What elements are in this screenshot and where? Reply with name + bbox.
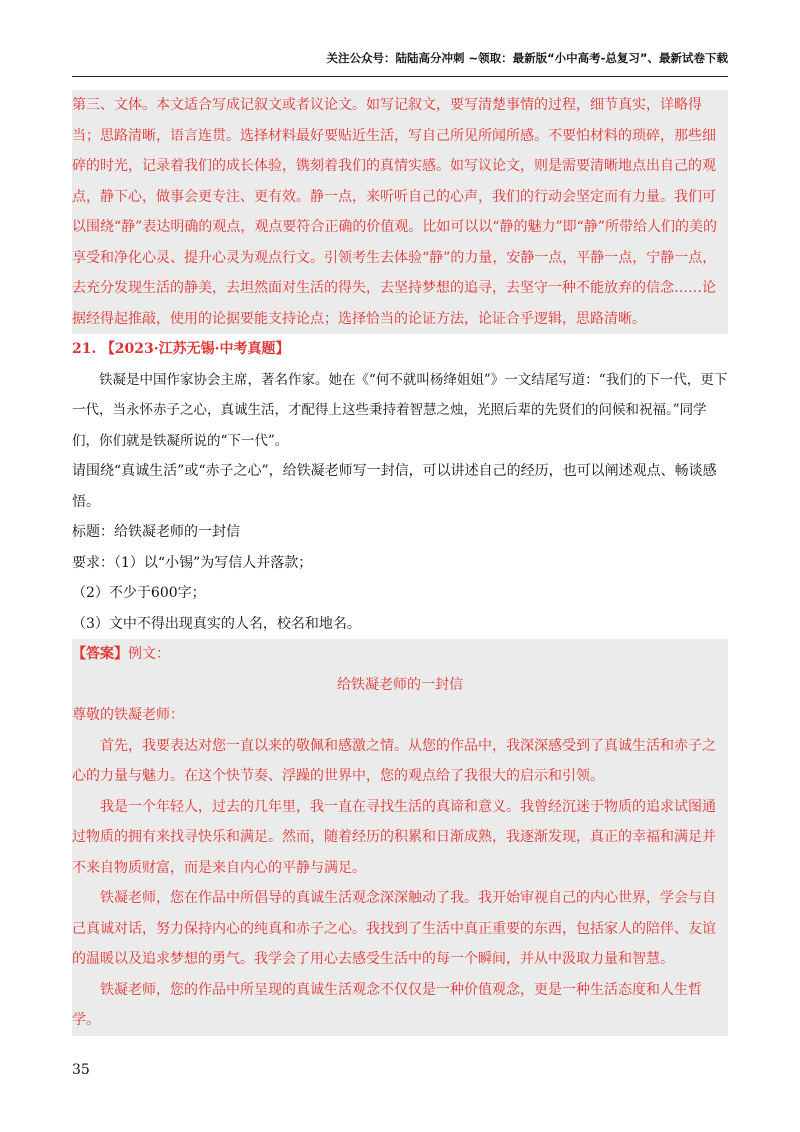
answer-label: 例文： (128, 646, 170, 662)
question-number: 21. (72, 341, 97, 357)
requirement-2: （2）不少于600字； (72, 585, 206, 601)
page-number: 35 (72, 1062, 90, 1078)
essay-paragraph: 我是一个年轻人，过去的几年里，我一直在寻找生活的真谛和意义。我曾经沉迷于物质的追求试图通过物质的拥有来找寻快乐和满足。然而，随着经历的积累和日渐成熟，我逐渐发现，真正的幸福和满足并不来自物质财富，而是来自内心的平静与满足。 (72, 798, 716, 876)
essay-salutation: 尊敬的铁凝老师： (72, 707, 184, 723)
page-header: 关注公众号：陆陆高分冲刺 ~领取：最新版“小中高考-总复习”、最新试卷下载 (326, 51, 728, 65)
question-passage: 铁凝是中国作家协会主席，著名作家。她在《“何不就叫杨绛姐姐”》一文结尾写道：“我们的下一代，更下一代，当永怀赤子之心，真诚生活，才配得上这些秉持着智慧之烛，光照后辈的先贤们的问候和祝福。”同学们，你们就是铁凝所说的“下一代”。 (72, 371, 728, 449)
header-divider (72, 76, 728, 77)
requirement-1: 要求：（1）以“小锡”为写信人并落款； (72, 554, 313, 571)
essay-title: 给铁凝老师的一封信 (337, 676, 463, 693)
essay-paragraph: 铁凝老师，您的作品中所呈现的真诚生活观念不仅仅是一种价值观念，更是一种生活态度和人生哲学。 (72, 981, 702, 1028)
answer-block (72, 639, 728, 1036)
question-prompt: 请围绕“真诚生活”或“赤子之心”，给铁凝老师写一封信，可以讲述自己的经历，也可以阐述观点、畅谈感悟。 (72, 463, 717, 510)
essay-paragraph: 首先，我要表达对您一直以来的敬佩和感激之情。从您的作品中，我深深感受到了真诚生活和赤子之心的力量与魅力。在这个快节奏、浮躁的世界中，您的观点给了我很大的启示和引领。 (72, 737, 716, 784)
essay-paragraph: 铁凝老师，您在作品中所倡导的真诚生活观念深深触动了我。我开始审视自己的内心世界，学会与自己真诚对话，努力保持内心的纯真和赤子之心。我找到了生活中真正重要的东西，包括家人的陪伴、友谊的温暖以及追求梦想的勇气。我学会了用心去感受生活中的每一个瞬间，并从中汲取力量和智慧。 (72, 890, 716, 967)
previous-answer-text: 第三、文体。本文适合写成记叙文或者议论文。如写记叙文，要写清楚事情的过程，细节真实，详略得当；思路清晰，语言连贯。选择材料最好要贴近生活，写自己所见所闻所感。不要怕材料的琐碎，那些细碎的时光，记录着我们的成长体验，镌刻着我们的真情实感。如写议论文，则是需要清晰地点出自己的观点，静下心，做事会更专注、更有效。静一点，来听听自己的心声，我们的行动会坚定而有力量。我们可以围绕“静”表达明确的观点，观点要符合正确的价值观。比如可以以“静的魅力”即“静”所带给人们的美的享受和净化心灵、提升心灵为观点行文。引领考生去体验“静”的力量，安静一点，平静一点，宁静一点，去充分发现生活的静美，去坦然面对生活的得失，去坚持梦想的追寻，去坚守一种不能放弃的信念……论据经得起推敲，使用的论据要能支持论点；选择恰当的论证方法，论证合乎逻辑，思路清晰。 (72, 97, 717, 327)
answer-label-line (72, 639, 728, 670)
previous-answer-block (72, 90, 728, 334)
page-body (72, 90, 728, 1036)
answer-tag: 【答案】 (72, 646, 128, 662)
question-heading (72, 334, 728, 365)
question-source: 【2023·江苏无锡·中考真题】 (100, 341, 290, 357)
question-title-line: 标题：给铁凝老师的一封信 (72, 524, 240, 540)
requirement-3: （3）文中不得出现真实的人名，校名和地名。 (72, 615, 361, 632)
